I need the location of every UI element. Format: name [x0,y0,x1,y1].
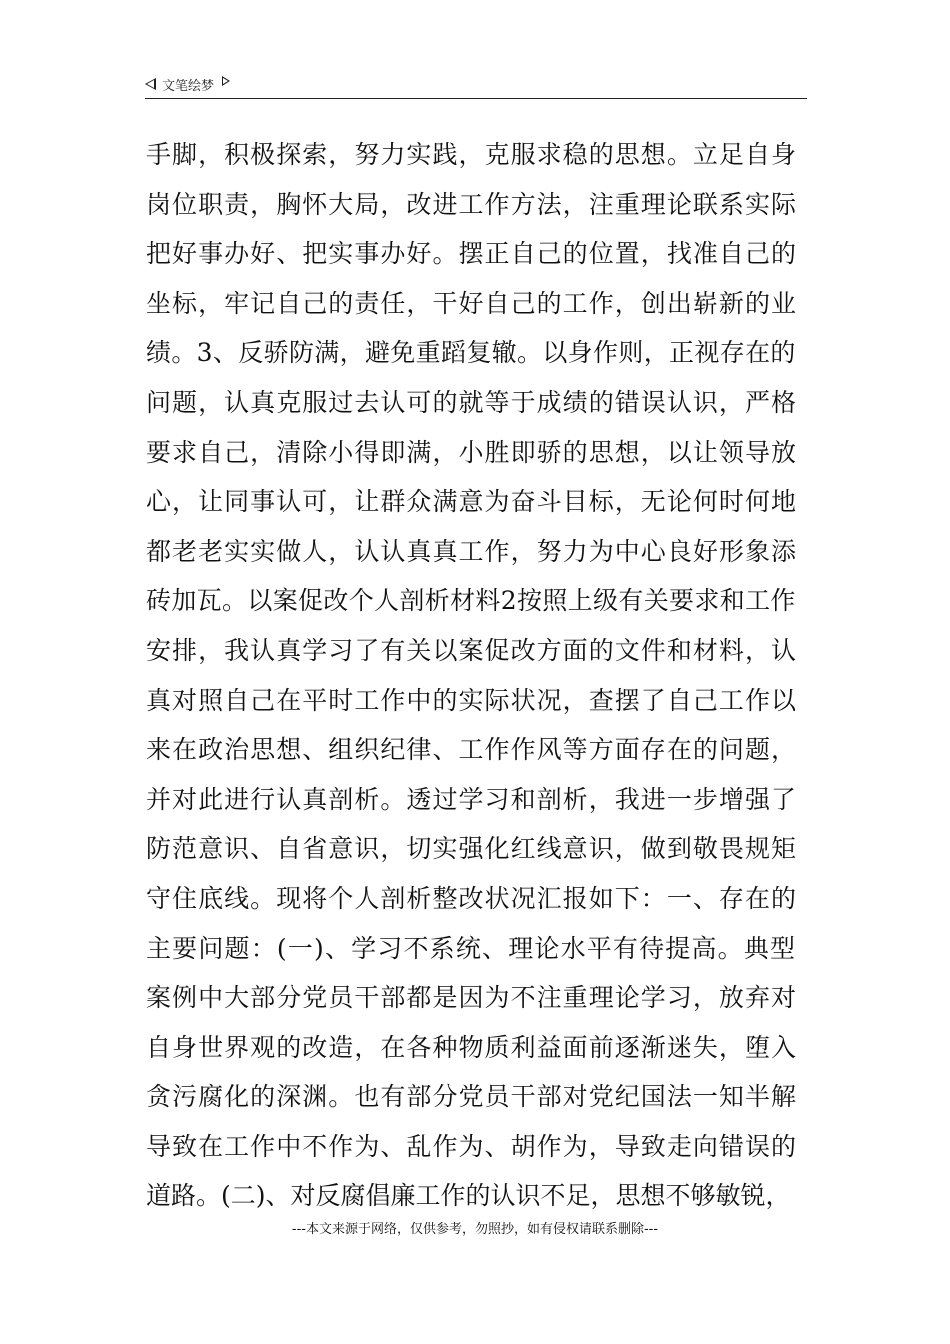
text-line [146,725,808,775]
text-line-content: 要求自己，清除小得即满，小胜即骄的思想，以让领导放 [146,437,798,467]
page-header [145,72,807,99]
text-line [146,130,808,180]
text-line [146,676,808,726]
text-line-content: 把好事办好、把实事办好。摆正自己的位置，找准自己的 [146,239,798,269]
page-footer-notice: ---本文来源于网络，仅供参考，勿照抄，如有侵权请联系删除--- [291,1222,659,1237]
text-line [146,229,808,279]
text-line-content: 导致在工作中不作为、乱作为、胡作为，导致走向错误的 [146,1131,798,1161]
text-line [146,1072,808,1122]
header-title: 文笔绘梦 [162,78,215,94]
text-line-content: 防范意识、自省意识，切实强化红线意识，做到敬畏规矩 [146,834,798,864]
text-line [146,1023,808,1073]
text-line-content: 并对此进行认真剖析。透过学习和剖析，我进一步增强了 [146,784,798,814]
text-line [146,428,808,478]
text-line [146,626,808,676]
text-line [146,378,808,428]
text-line-content: 自身世界观的改造，在各种物质利益面前逐渐迷失，堕入 [146,1032,798,1062]
text-line-content: 道路。(二)、对反腐倡廉工作的认识不足，思想不够敏锐， [146,1181,791,1211]
text-line [146,279,808,329]
text-line-content: 主要问题：(一)、学习不系统、理论水平有待提高。典型 [146,933,797,963]
text-line-content: 坐标，牢记自己的责任，干好自己的工作，创出崭新的业 [146,288,798,318]
text-line [146,924,808,974]
text-line [146,1171,808,1221]
text-line [146,775,808,825]
text-line-content: 贪污腐化的深渊。也有部分党员干部对党纪国法一知半解 [146,1082,798,1112]
text-line-content: 岗位职责，胸怀大局，改进工作方法，注重理论联系实际 [146,189,798,219]
text-line [146,527,808,577]
text-line-content: 心，让同事认可，让群众满意为奋斗目标，无论何时何地 [146,487,798,517]
text-line [146,328,808,378]
text-line-content: 绩。3、反骄防满，避免重蹈复辙。以身作则，正视存在的 [146,338,796,368]
text-line-content: 手脚，积极探索，努力实践，克服求稳的思想。立足自身 [146,140,798,169]
triangle-right-icon [222,76,230,86]
text-line-content: 守住底线。现将个人剖析整改状况汇报如下：一、存在的 [146,883,798,913]
text-line [146,874,808,924]
text-line [146,576,808,626]
text-line [146,1122,808,1172]
text-line [146,824,808,874]
text-line [146,180,808,230]
text-line [146,477,808,527]
document-body [146,130,808,1221]
triangle-left-icon [145,78,156,90]
text-line-content: 案例中大部分党员干部都是因为不注重理论学习，放弃对 [146,983,798,1013]
text-line-content: 真对照自己在平时工作中的实际状况，查摆了自己工作以 [146,685,798,715]
text-line-content: 砖加瓦。以案促改个人剖析材料2按照上级有关要求和工作 [146,586,796,616]
text-line-content: 来在政治思想、组织纪律、工作作风等方面存在的问题， [146,735,798,765]
text-line-content: 都老老实实做人，认认真真工作，努力为中心良好形象添 [146,536,798,566]
header-brand [145,72,807,96]
text-line [146,973,808,1023]
text-line-content: 安排，我认真学习了有关以案促改方面的文件和材料，认 [146,635,798,665]
text-line-content: 问题，认真克服过去认可的就等于成绩的错误认识，严格 [146,387,798,417]
